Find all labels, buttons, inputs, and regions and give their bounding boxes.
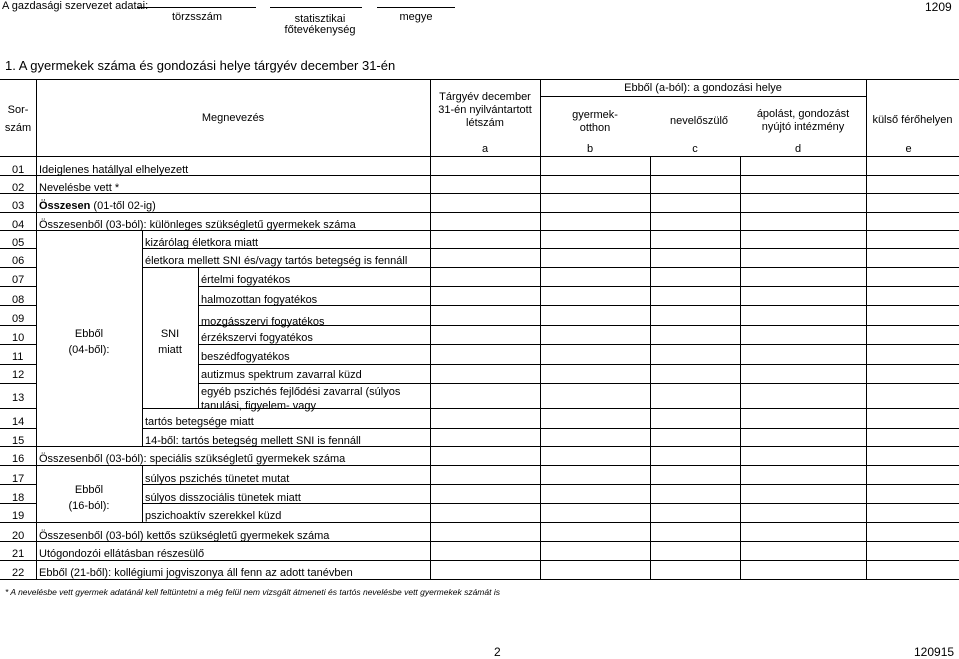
row-label: mozgásszervi fogyatékos <box>201 316 325 328</box>
col-letter-a: a <box>481 143 489 155</box>
row-label: Összesenből (03-ból): speciális szükségletű gyermekek száma <box>39 453 346 465</box>
row-label: súlyos disszociális tünetek miatt <box>145 492 301 504</box>
col-b-header-2: otthon <box>579 122 611 134</box>
row-label: súlyos pszichés tünetet mutat <box>145 473 290 485</box>
row-label: halmozottan fogyatékos <box>201 294 318 306</box>
page-number: 2 <box>494 645 501 659</box>
row-number: 20 <box>12 530 25 542</box>
footnote: * A nevelésbe vett gyermek adatánál kell feltüntetni a még felül nem vizsgált átmeneti és tartós nevelésbe vett gyermekek számát is <box>5 587 500 597</box>
row-label: Összesenből (03-ból) kettős szükségletű gyermekek száma <box>39 530 330 542</box>
col-d-header-1: ápolást, gondozást <box>756 108 850 120</box>
row-label: értelmi fogyatékos <box>201 274 291 286</box>
col-c-header: nevelőszülő <box>669 115 729 127</box>
group-sni-2: miatt <box>158 344 182 356</box>
section-title: 1. A gyermekek száma és gondozási helye tárgyév december 31-én <box>5 58 396 73</box>
row-number: 01 <box>12 164 25 176</box>
statisztikai-label-2: főtevékenység <box>284 24 356 36</box>
row-number: 13 <box>12 392 25 404</box>
row-number: 10 <box>12 332 25 344</box>
row-number: 09 <box>12 313 25 325</box>
col-e-header: külső férőhelyen <box>872 114 953 126</box>
row-label: Utógondozói ellátásban részesülő <box>39 548 205 560</box>
row-label: beszédfogyatékos <box>201 351 290 363</box>
group-ebbol-04-2: (04-ből): <box>68 344 110 356</box>
col-a-header-3: létszám <box>466 117 504 129</box>
row-label: tartós betegsége miatt <box>145 416 254 428</box>
row-number: 19 <box>12 510 25 522</box>
row-number: 07 <box>12 274 25 286</box>
row-label-line2: tanulási, figyelem- vagy <box>201 400 316 412</box>
col-b-header-1: gyermek- <box>572 109 618 121</box>
row-label: Összesenből (03-ból): különleges szükségletű gyermekek száma <box>39 219 356 231</box>
col-letter-b: b <box>586 143 594 155</box>
megnevezes-header: Megnevezés <box>201 112 265 124</box>
col-a-header-2: 31-én nyilvántartott <box>438 104 532 116</box>
org-data-label: A gazdasági szervezet adatai: <box>2 0 149 12</box>
col-d-header-2: nyújtó intézmény <box>761 121 845 133</box>
group-header: Ebből (a-ból): a gondozási helye <box>624 82 782 94</box>
row-number: 02 <box>12 182 25 194</box>
row-label: autizmus spektrum zavarral küzd <box>201 369 362 381</box>
row-number: 12 <box>12 369 25 381</box>
sorszam-header-1: Sor- <box>7 104 29 116</box>
row-number: 11 <box>12 351 24 363</box>
row-number: 16 <box>12 453 25 465</box>
row-number: 15 <box>12 435 25 447</box>
group-sni-1: SNI <box>160 328 180 340</box>
row-number: 14 <box>12 416 25 428</box>
col-letter-d: d <box>794 143 802 155</box>
row-number: 22 <box>12 567 25 579</box>
row-number: 18 <box>12 492 25 504</box>
row-label: érzékszervi fogyatékos <box>201 332 313 344</box>
megye-label: megye <box>399 11 433 23</box>
row-label: pszichoaktív szerekkel küzd <box>145 510 282 522</box>
group-ebbol-04-1: Ebből <box>74 328 104 340</box>
row-number: 03 <box>12 200 25 212</box>
group-ebbol-16-2: (16-ból): <box>68 500 110 512</box>
row-number: 17 <box>12 473 25 485</box>
torzsszam-label: törzsszám <box>171 11 223 23</box>
group-ebbol-16-1: Ebből <box>74 484 104 496</box>
row-label: 14-ből: tartós betegség mellett SNI is fennáll <box>145 435 361 447</box>
row-label-line1: egyéb pszichés fejlődési zavarral (súlyos <box>201 386 401 398</box>
row-label-rest: (01-től 02-ig) <box>90 200 156 212</box>
row-label-bold: Összesen <box>39 200 91 212</box>
form-id: 120915 <box>914 645 955 659</box>
row-label: Ideiglenes hatállyal elhelyezett <box>39 164 189 176</box>
col-letter-e: e <box>905 143 912 155</box>
form-code: 1209 <box>925 0 952 14</box>
row-label: kizárólag életkora miatt <box>145 237 259 249</box>
col-a-header-1: Tárgyév december <box>439 91 531 103</box>
row-number: 21 <box>12 548 25 560</box>
sorszam-header-2: szám <box>4 122 32 134</box>
row-number: 06 <box>12 255 25 267</box>
row-label: életkora mellett SNI és/vagy tartós betegség is fennáll <box>145 255 408 267</box>
statisztikai-label-1: statisztikai <box>294 13 346 25</box>
row-label: Ebből (21-ből): kollégiumi jogviszonya áll fenn az adott tanévben <box>39 567 353 579</box>
col-letter-c: c <box>692 143 698 155</box>
row-number: 08 <box>12 294 25 306</box>
row-label <box>39 200 156 213</box>
row-number: 04 <box>12 219 25 231</box>
row-number: 05 <box>12 237 25 249</box>
row-label: Nevelésbe vett * <box>39 182 120 194</box>
